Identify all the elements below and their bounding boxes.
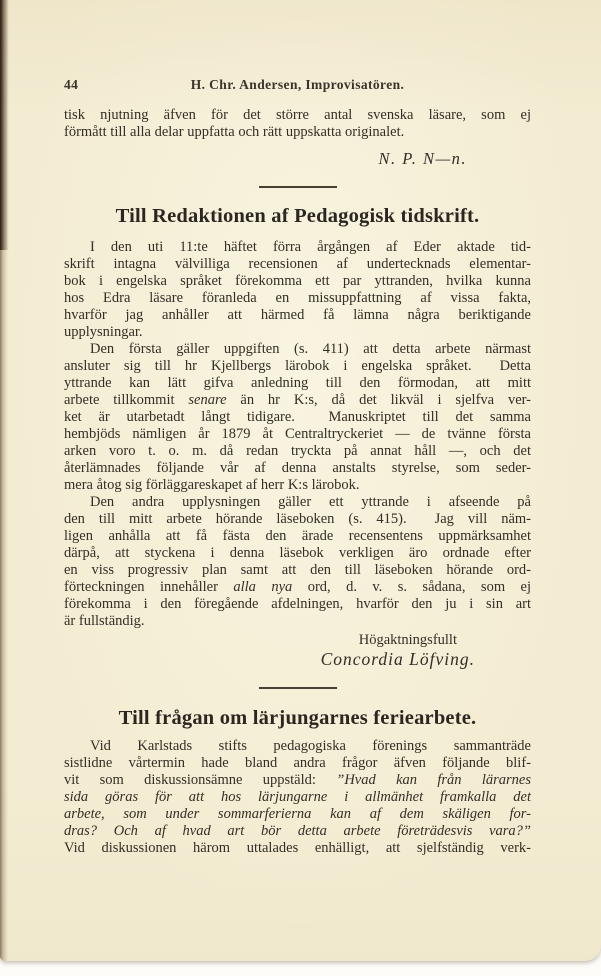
text-line [64, 443, 531, 460]
text-segment: hvarför jag anhåller att härmed få lämna några beriktigande [64, 307, 531, 323]
page-left-edge-shadow [0, 0, 8, 961]
text-line [64, 256, 531, 273]
text-segment: Den första gäller uppgiften (s. 411) att detta arbete närmast [90, 341, 531, 357]
text-line [64, 107, 531, 124]
running-title: H. Chr. Andersen, Improvisatören. [190, 77, 405, 92]
text-segment: vit som diskussionsämne uppstäld: [64, 772, 337, 788]
page-content [64, 0, 531, 857]
text-segment: Vid Karlstads stifts pedagogiska förenings sammanträde [90, 738, 531, 754]
text-line [64, 789, 531, 806]
text-line [64, 392, 531, 409]
italic-text: senare [188, 392, 227, 408]
text-line [64, 307, 531, 324]
letter-paragraph-2 [64, 341, 531, 494]
text-segment: den till mitt arbete hörande läseboken (s. 415). Jag vill näm- [64, 511, 531, 527]
text-line [64, 273, 531, 290]
text-segment: mera åtog sig förläggareskapet af herr K:s lärobok. [64, 477, 360, 493]
text-segment: ord, d. v. s. sådana, som ej [292, 579, 531, 595]
text-line [64, 358, 531, 375]
text-segment: tisk njutning äfven för det större antal svenska läsare, som ej [64, 107, 531, 123]
text-line [64, 494, 531, 511]
text-line [64, 124, 531, 141]
text-segment: Vid diskussionen härom uttalades enhälligt, att sjelfständig verk- [64, 840, 531, 856]
text-segment: Den andra upplysningen gäller ett yttrande i afseende på [90, 494, 531, 510]
text-segment: skrift intagna välvilliga recensionen af undertecknads elementar- [64, 256, 531, 272]
text-segment: bok i engelska språket förekomma ett par yttranden, hvilka kunna [64, 273, 531, 289]
text-line [64, 806, 531, 823]
text-segment: en viss progressiv plan samt att den till läseboken hörande ord- [64, 562, 531, 578]
text-line [64, 613, 531, 630]
text-line [64, 840, 531, 857]
text-line [64, 528, 531, 545]
divider-top [259, 186, 337, 188]
text-segment: I den uti 11:te häftet förra årgången af Eder aktade tid- [90, 239, 531, 255]
intro-continuation [64, 107, 531, 141]
text-segment: yttrande kan lätt gifva anledning till den förmodan, att mitt [64, 375, 531, 391]
text-segment: hembjöds nämligen år 1879 åt Centraltryckeriet — de tvänne första [64, 426, 531, 442]
closing-salutation: Högaktningsfullt [358, 632, 457, 648]
text-segment: sistlidne vårtermin hade bland andra frågor äfven följande blif- [64, 755, 531, 771]
text-line [64, 596, 531, 613]
text-segment: återlämnades följande vår af denna anstalts styrelse, som seder- [64, 460, 531, 476]
text-line [64, 545, 531, 562]
text-line [64, 579, 531, 596]
text-line [64, 239, 531, 256]
page-number: 44 [64, 77, 79, 92]
text-line [64, 477, 531, 494]
text-segment: förmått till alla delar uppfatta och rätt uppskatta originalet. [64, 124, 405, 140]
reviewer-signature: N. P. N—n. [378, 149, 467, 168]
text-segment: ansluter sig till hr Kjellbergs lärobok i engelska språket. Detta [64, 358, 531, 374]
text-segment: arken voro t. o. m. då redan tryckta på annat håll —, och det [64, 443, 531, 459]
text-segment: upplysningar. [64, 324, 143, 340]
text-line [64, 290, 531, 307]
author-signature: Concordia Löfving. [320, 649, 475, 669]
text-segment: hos Edra läsare föranleda en missuppfattning af vissa fakta, [64, 290, 531, 306]
text-line [64, 409, 531, 426]
text-segment: är fullständig. [64, 613, 145, 629]
letter-heading: Till Redaktionen af Pedagogisk tidskrift. [115, 205, 480, 227]
text-segment: ligen anhålla att få fästa den ärade recensentens uppmärksamhet [64, 528, 531, 544]
italic-text: arbete, som under sommarferierna kan af dem skäligen for- [64, 806, 531, 822]
text-line [64, 426, 531, 443]
text-line [64, 755, 531, 772]
text-line [64, 324, 531, 341]
text-segment: förekomma i den föregående afdelningen, hvarför den ju i sin art [64, 596, 531, 612]
divider-middle [259, 687, 337, 689]
text-line [64, 772, 531, 789]
text-line [64, 823, 531, 840]
text-line [64, 375, 531, 392]
letter-paragraph-3 [64, 494, 531, 630]
text-segment: ket är utarbetadt långt tidigare. Manuskriptet till det samma [64, 409, 531, 425]
text-line [64, 738, 531, 755]
italic-text: sida göras för att hos lärjungarne i allmänhet framkalla det [64, 789, 531, 805]
letter-paragraph-1 [64, 239, 531, 341]
article-heading: Till frågan om lärjungarnes feriearbete. [118, 707, 477, 729]
italic-text: ”Hvad kan från lärarnes [336, 772, 531, 788]
page-body [64, 107, 531, 857]
text-line [64, 460, 531, 477]
text-segment: därpå, att styckena i denna läsebok verkligen äro ordnade efter [64, 545, 531, 561]
page-left-edge-shadow-top [0, 0, 9, 250]
text-line [64, 341, 531, 358]
italic-text: alla nya [233, 579, 293, 595]
page-header [64, 0, 531, 94]
text-segment: förteckningen innehåller [64, 579, 234, 595]
text-line [64, 562, 531, 579]
italic-text: dras? Och af hvad art bör detta arbete företrädesvis vara?” [64, 823, 531, 839]
text-segment: arbete tillkommit [64, 392, 189, 408]
article-paragraph-1 [64, 738, 531, 857]
text-line [64, 511, 531, 528]
letter-closing [64, 632, 531, 670]
text-segment: än hr K:s, då det likväl i sjelfva ver- [226, 392, 531, 408]
